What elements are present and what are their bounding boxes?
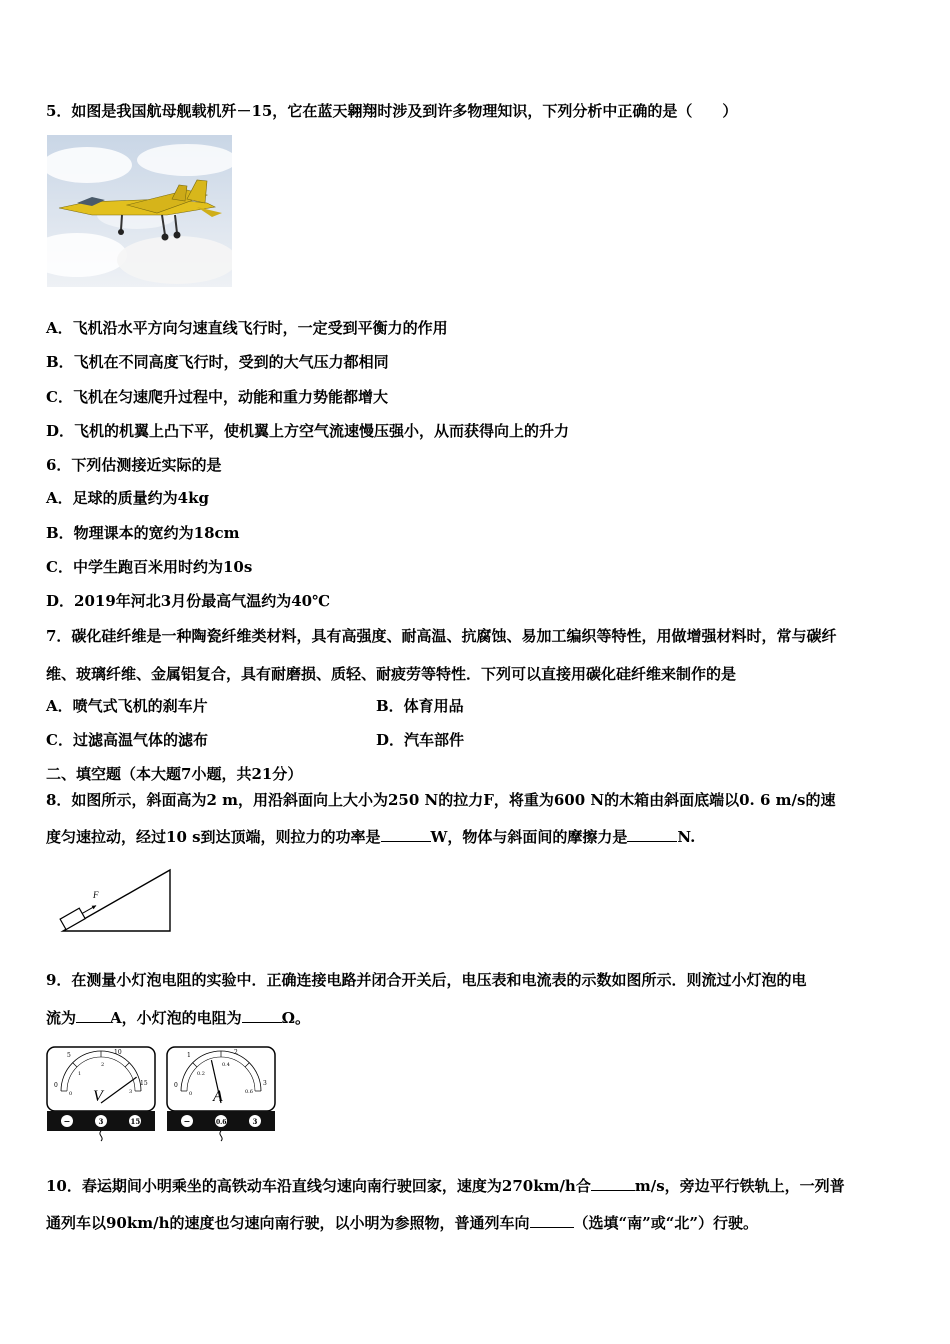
q7-option-c[interactable]: C．过滤高温气体的滤布	[46, 731, 208, 749]
q8-line2	[46, 827, 695, 847]
a-terminal-06-label: 0.6	[216, 1119, 227, 1126]
q8-text-b: W，物体与斜面间的摩擦力是	[430, 828, 628, 846]
q8-blank-power[interactable]	[381, 827, 431, 842]
q5-option-c[interactable]: C．飞机在匀速爬升过程中，动能和重力势能都增大	[46, 388, 388, 406]
q10-text-c: 通列车以90km/h的速度也匀速向南行驶，以小明为参照物，普通列车向	[46, 1214, 530, 1232]
q10-text-a: 10．春运期间小明乘坐的高铁动车沿直线匀速向南行驶回家，速度为270km/h合	[46, 1177, 591, 1195]
a-terminal-neg-label: −	[183, 1116, 191, 1126]
q10-text-b: m/s，旁边平行铁轨上，一列普	[634, 1177, 845, 1195]
v-terminal-15-label: 15	[130, 1117, 141, 1126]
a-terminal-3-label: 3	[252, 1117, 258, 1126]
q7-option-a[interactable]: A．喷气式飞机的刹车片	[46, 697, 208, 715]
q9-text-b: A，小灯泡的电阻为	[110, 1009, 242, 1027]
q6-stem: 6．下列估测接近实际的是	[46, 456, 222, 474]
q6-option-d[interactable]: D．2019年河北3月份最高气温约为40℃	[46, 592, 331, 610]
incline-figure	[55, 866, 175, 936]
a-scale-bottom-1: 0.2	[197, 1071, 205, 1077]
q9-line1: 9．在测量小灯泡电阻的实验中．正确连接电路并闭合开关后，电压表和电流表的示数如图所示．则流过小灯泡的电	[46, 971, 807, 989]
force-label: F	[93, 890, 99, 900]
q8-text-c: N.	[677, 828, 696, 846]
q9-blank-resistance[interactable]	[242, 1008, 282, 1023]
q10-blank-direction[interactable]	[530, 1213, 574, 1228]
v-scale-bottom-3: 3	[129, 1089, 133, 1095]
q6-option-a[interactable]: A．足球的质量约为4kg	[46, 489, 209, 507]
v-terminal-3-label: 3	[98, 1117, 104, 1126]
q10-text-d: （选填“南”或“北”）行驶。	[573, 1214, 759, 1232]
q10-line1	[46, 1176, 845, 1196]
a-scale-top-2: 2	[234, 1049, 238, 1056]
q8-line1: 8．如图所示，斜面高为2 m，用沿斜面向上大小为250 N的拉力F，将重为600 N的木箱由斜面底端以0. 6 m/s的速	[46, 791, 836, 809]
ammeter-figure	[165, 1045, 277, 1145]
v-scale-bottom-1: 1	[78, 1071, 82, 1077]
v-scale-top-1: 5	[67, 1052, 71, 1059]
q10-blank-speed[interactable]	[591, 1176, 635, 1191]
section-heading: 二、填空题（本大题7小题，共21分）	[46, 765, 303, 783]
v-scale-top-0: 0	[54, 1082, 58, 1089]
a-scale-top-0: 0	[174, 1082, 178, 1089]
q9-text-a: 流为	[46, 1009, 77, 1027]
a-scale-top-1: 1	[187, 1052, 191, 1059]
jet-photo	[47, 135, 232, 287]
a-scale-bottom-3: 0.6	[245, 1089, 253, 1095]
a-scale-bottom-0: 0	[189, 1091, 193, 1097]
q7-stem-line2: 维、玻璃纤维、金属铝复合，具有耐磨损、质轻、耐疲劳等特性．下列可以直接用碳化硅纤维来制作的是	[46, 665, 737, 683]
q6-option-c[interactable]: C．中学生跑百米用时约为10s	[46, 558, 253, 576]
q10-line2	[46, 1213, 758, 1233]
q9-line2	[46, 1008, 310, 1028]
q9-blank-current[interactable]	[76, 1008, 110, 1023]
q9-text-c: Ω。	[281, 1009, 311, 1027]
a-scale-bottom-2: 0.4	[222, 1062, 230, 1068]
q7-stem-line1: 7．碳化硅纤维是一种陶瓷纤维类材料，具有高强度、耐高温、抗腐蚀、易加工编织等特性，用做增强材料时，常与碳纤	[46, 627, 837, 645]
q5-option-d[interactable]: D．飞机的机翼上凸下平，使机翼上方空气流速慢压强小，从而获得向上的升力	[46, 422, 570, 440]
q8-text-a: 度匀速拉动，经过10 s到达顶端，则拉力的功率是	[46, 828, 381, 846]
q6-option-b[interactable]: B．物理课本的宽约为18cm	[46, 524, 240, 542]
voltmeter-figure	[45, 1045, 157, 1145]
a-scale-top-3: 3	[263, 1080, 267, 1087]
q5-stem: 5．如图是我国航母舰载机歼－15，它在蓝天翱翔时涉及到许多物理知识，下列分析中正确的是（ ）	[46, 102, 738, 120]
v-scale-bottom-0: 0	[69, 1091, 73, 1097]
q7-option-row-2	[46, 730, 465, 750]
q8-blank-friction[interactable]	[627, 827, 677, 842]
q7-option-b[interactable]: B．体育用品	[376, 697, 464, 715]
q7-option-d[interactable]: D．汽车部件	[376, 731, 465, 749]
v-scale-top-3: 15	[140, 1080, 148, 1087]
q7-option-row-1	[46, 696, 464, 716]
v-scale-bottom-2: 2	[101, 1062, 105, 1068]
v-scale-top-2: 10	[114, 1049, 122, 1056]
ammeter-symbol: A	[213, 1088, 223, 1105]
voltmeter-symbol: V	[93, 1088, 103, 1105]
q5-option-b[interactable]: B．飞机在不同高度飞行时，受到的大气压力都相同	[46, 353, 389, 371]
v-terminal-neg-label: −	[63, 1116, 71, 1126]
q5-option-a[interactable]: A．飞机沿水平方向匀速直线飞行时，一定受到平衡力的作用	[46, 319, 448, 337]
